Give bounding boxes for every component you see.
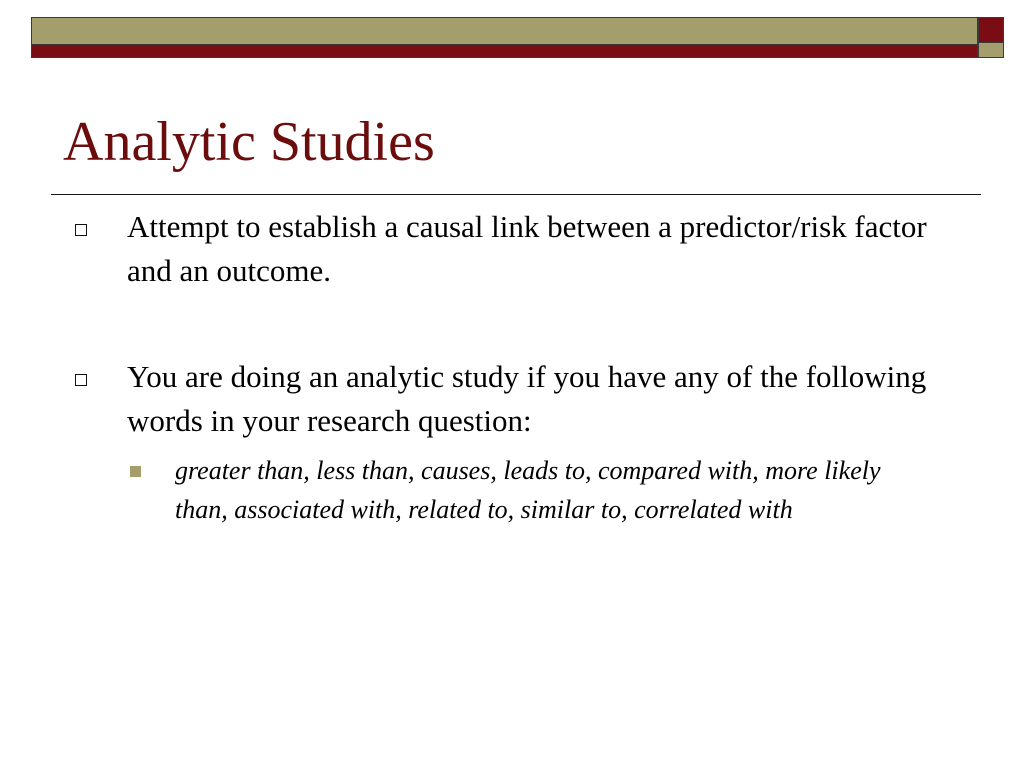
header-decoration-band — [31, 17, 978, 58]
sub-bullet-text: greater than, less than, causes, leads to, compared with, more likely than, associated with, related to, similar to, correlated with — [175, 456, 881, 524]
hollow-square-bullet-icon — [75, 374, 87, 386]
hollow-square-bullet-icon — [75, 224, 87, 236]
slide-title: Analytic Studies — [63, 111, 435, 173]
header-corner-red-block — [978, 17, 1004, 43]
title-divider — [51, 194, 981, 195]
bullet-text-1: Attempt to establish a causal link between a predictor/risk factor and an outcome. — [127, 209, 927, 288]
header-decoration-stripe — [32, 44, 977, 57]
header-corner-olive-block — [978, 42, 1004, 58]
bullet-text-2: You are doing an analytic study if you have any of the following words in your research question: — [127, 359, 927, 438]
filled-square-sub-bullet-icon — [130, 466, 141, 477]
